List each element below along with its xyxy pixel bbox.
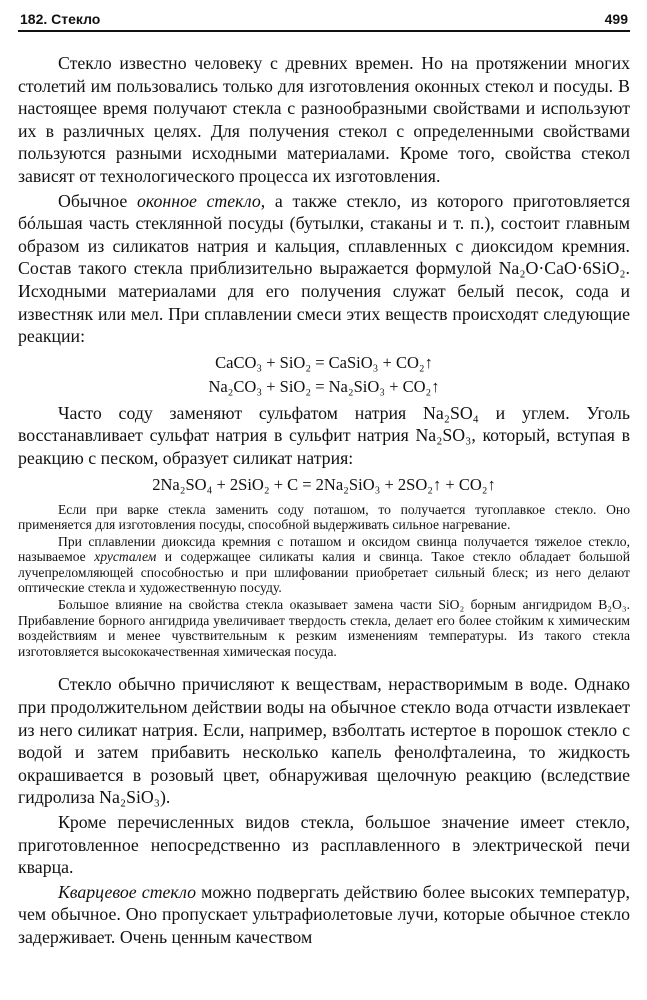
- paragraph-text: , а также стекло, из которого приготовляется бóльшая часть стеклянной посуды (бутылки, стаканы и т. п.), состоит главным образом из силикатов натрия и кальция, сплавленных с диоксидом кремния. Состав такого стекла приблизительно выражается формулой Na₂O·CaO·6SiO₂. Исходными материалами для его получения служат белый песок, сода и известняк или мел. При сплавлении смеси этих веществ происходят следующие реакции:: [18, 190, 631, 347]
- small-paragraph-boron: Большое влияние на свойства стекла оказывает замена части SiO₂ борным ангидридом B₂O₃. Прибавление борного ангидрида увеличивает твердость стекла, делает его более стойким к химическим воздействиям и менее чувствительным к резким изменениям температуры. Из такого стекла изготовляется высококачественная химическая посуда.: [18, 597, 630, 659]
- book-page: [18, 8, 630, 949]
- section-title: 182. Стекло: [20, 11, 101, 27]
- equation-3: 2Na₂SO₄ + 2SiO₂ + C = 2Na₂SiO₃ + 2SO₂↑ + CO₂↑: [152, 474, 496, 494]
- small-paragraph-potash: Если при варке стекла заменить соду поташом, то получается тугоплавкое стекло. Оно применяется для изготовления посуды, способной выдерживать сильное нагревание.: [18, 501, 630, 533]
- term-quartz-glass: Кварцевое стекло: [58, 881, 196, 902]
- paragraph-text: можно подвергать действию более высоких температур, чем обычное. Оно пропускает ультрафиолетовые лучи, которые обычное стекло задерживает. Очень ценным качеством: [18, 881, 630, 947]
- page-number: 499: [604, 11, 628, 27]
- paragraph-window-glass: [18, 190, 630, 348]
- paragraph-sulfate: Часто соду заменяют сульфатом натрия Na₂SO₄ и углем. Уголь восстанавливает сульфат натрия в сульфит натрия Na₂SO₃, который, вступая в реакцию с песком, образует силикат натрия:: [18, 402, 630, 468]
- paragraph-intro: Стекло известно человеку с древних времен. Но на протяжении многих столетий им пользовались только для изготовления оконных стекол и посуды. В настоящее время получают стекла с разнообразными свойствами и используют их в различных целях. Для получения стекол с определенными свойствами пользуются разными исходными материалами. Кроме того, свойства стекол зависят от технологического процесса их изготовления.: [18, 53, 630, 186]
- small-print-block: [18, 502, 630, 660]
- small-text: При сплавлении диоксида кремния с поташом и оксидом свинца получается тяжелое стекло, называемое: [18, 533, 630, 565]
- equation-1: CaCO₃ + SiO₂ = CaSiO₃ + CO₂↑: [215, 352, 433, 372]
- paragraph-text: Обычное: [58, 190, 137, 211]
- term-window-glass: оконное стекло: [137, 190, 261, 211]
- paragraph-quartz-intro: Кроме перечисленных видов стекла, большое значение имеет стекло, приготовленное непосредственно из расплавленного в электрической печи кварца.: [18, 812, 630, 878]
- small-paragraph-crystal: [18, 534, 630, 596]
- small-text: и содержащее силикаты калия и свинца. Такое стекло обладает большой лучепреломляющей способностью и при шлифовании приобретает сильный блеск; из него делают оптические стекла и художественную посуду.: [18, 549, 630, 596]
- term-crystal: хрусталем: [94, 549, 157, 565]
- page-body: [18, 52, 630, 949]
- paragraph-quartz-glass: [18, 881, 630, 949]
- equation-2: Na₂CO₃ + SiO₂ = Na₂SiO₃ + CO₂↑: [208, 376, 440, 396]
- paragraph-solubility: Стекло обычно причисляют к веществам, нерастворимым в воде. Однако при продолжительном действии воды на обычное стекло вода отчасти извлекает из него силикат натрия. Если, например, взболтать истертое в порошок стекло с водой и затем прибавить несколько капель фенолфталеина, то жидкость окрашивается в розовый цвет, обнаруживая щелочную реакцию (вследствие гидролиза Na₂SiO₃).: [18, 674, 630, 808]
- running-header: [18, 8, 630, 32]
